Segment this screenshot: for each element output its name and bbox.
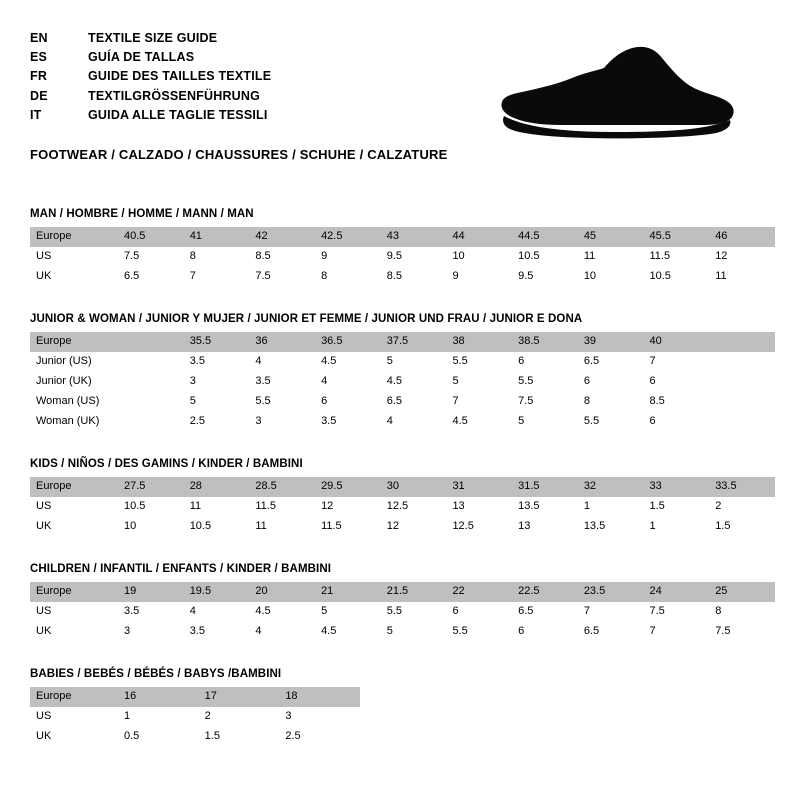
cell: 3 [249,412,315,432]
cell: 8 [709,602,775,622]
cell: 9.5 [381,247,447,267]
cell: 3.5 [184,622,250,642]
cell: 36 [249,332,315,352]
cell: 37.5 [381,332,447,352]
cell: 2 [199,707,280,727]
cell: 5.5 [446,622,512,642]
cell: 4.5 [315,352,381,372]
cell: 10.5 [644,267,710,287]
cell: 7 [644,352,710,372]
cell: 8.5 [644,392,710,412]
cell: 3 [184,372,250,392]
table-row [30,227,775,247]
row-label: Woman (UK) [30,412,118,432]
cell: 3.5 [184,352,250,372]
language-title: TEXTILGRÖSSENFÜHRUNG [88,88,261,103]
cell: 44.5 [512,227,578,247]
cell: 8 [315,267,381,287]
cell [709,372,775,392]
language-row [30,67,271,86]
cell: 12.5 [381,497,447,517]
cell [118,332,184,352]
cell: 11.5 [644,247,710,267]
cell: 11 [709,267,775,287]
section-children [30,563,770,642]
cell: 12 [381,517,447,537]
cell: 6.5 [578,352,644,372]
row-label: US [30,247,118,267]
table-row [30,477,775,497]
table-row [30,392,775,412]
cell: 39 [578,332,644,352]
cell: 11 [578,247,644,267]
cell: 31 [446,477,512,497]
cell: 1 [578,497,644,517]
cell: 6 [512,622,578,642]
cell: 33 [644,477,710,497]
cell: 21.5 [381,582,447,602]
cell: 6.5 [578,622,644,642]
cell [709,352,775,372]
cell: 5 [381,352,447,372]
cell: 8.5 [381,267,447,287]
cell: 24 [644,582,710,602]
cell: 5 [184,392,250,412]
cell: 2 [709,497,775,517]
cell: 9 [315,247,381,267]
section-title: JUNIOR & WOMAN / JUNIOR Y MUJER / JUNIOR ET FEMME / JUNIOR UND FRAU / JUNIOR E DONA [30,312,583,325]
cell: 10 [446,247,512,267]
size-table-kids [30,477,775,537]
language-code: EN [30,30,48,45]
cell: 5 [381,622,447,642]
language-code: ES [30,49,48,64]
cell: 0.5 [118,727,199,747]
cell: 5 [315,602,381,622]
row-label: Junior (UK) [30,372,118,392]
table-row [30,707,360,727]
cell: 6.5 [118,267,184,287]
cell: 3 [279,707,360,727]
cell: 1.5 [199,727,280,747]
section-junior-woman [30,313,770,432]
cell: 7.5 [249,267,315,287]
cell: 6.5 [381,392,447,412]
section-title: BABIES / BEBÉS / BÉBÉS / BABYS /BAMBINI [30,667,282,680]
cell: 11 [249,517,315,537]
row-label: Woman (US) [30,392,118,412]
cell: 5.5 [381,602,447,622]
language-title-list [30,28,271,125]
cell: 1.5 [709,517,775,537]
cell: 16 [118,687,199,707]
cell: 28.5 [249,477,315,497]
cell: 35.5 [184,332,250,352]
header [30,28,770,162]
cell: 10.5 [118,497,184,517]
cell: 3.5 [249,372,315,392]
language-row [30,106,271,125]
cell: 19.5 [184,582,250,602]
section-babies [30,668,770,747]
cell: 8.5 [249,247,315,267]
cell: 7.5 [709,622,775,642]
cell: 30 [381,477,447,497]
table-row [30,687,360,707]
cell [118,372,184,392]
row-label: UK [30,517,118,537]
cell: 45 [578,227,644,247]
cell: 12.5 [446,517,512,537]
cell: 7.5 [512,392,578,412]
cell: 3 [118,622,184,642]
size-table-children [30,582,775,642]
cell [709,332,775,352]
cell: 17 [199,687,280,707]
cell: 18 [279,687,360,707]
cell: 10.5 [512,247,578,267]
table-row [30,582,775,602]
cell: 9.5 [512,267,578,287]
cell: 25 [709,582,775,602]
cell: 23.5 [578,582,644,602]
cell: 6 [644,372,710,392]
cell: 32 [578,477,644,497]
cell [709,412,775,432]
cell: 46 [709,227,775,247]
cell: 22.5 [512,582,578,602]
cell: 13.5 [578,517,644,537]
cell: 27.5 [118,477,184,497]
row-label: US [30,602,118,622]
cell [118,412,184,432]
cell: 10.5 [184,517,250,537]
table-row [30,602,775,622]
cell: 6 [512,352,578,372]
cell: 4.5 [315,622,381,642]
language-title: TEXTILE SIZE GUIDE [88,30,218,45]
cell: 7 [446,392,512,412]
cell: 4 [249,622,315,642]
size-table-junior-woman [30,332,775,432]
section-title: KIDS / NIÑOS / DES GAMINS / KINDER / BAMBINI [30,457,303,470]
table-row [30,727,360,747]
cell: 4.5 [381,372,447,392]
cell: 5 [446,372,512,392]
cell: 6 [644,412,710,432]
table-row [30,352,775,372]
cell: 7.5 [118,247,184,267]
cell: 22 [446,582,512,602]
language-title: GUIDE DES TAILLES TEXTILE [88,69,272,84]
cell: 2.5 [279,727,360,747]
cell: 38.5 [512,332,578,352]
dress-shoe-icon [496,46,736,141]
table-row [30,332,775,352]
cell: 36.5 [315,332,381,352]
cell: 1 [118,707,199,727]
cell: 13.5 [512,497,578,517]
cell: 29.5 [315,477,381,497]
cell [118,352,184,372]
table-row [30,267,775,287]
category-line: FOOTWEAR / CALZADO / CHAUSSURES / SCHUHE / CALZATURE [30,146,448,162]
cell: 8 [578,392,644,412]
language-row [30,47,271,66]
cell [709,392,775,412]
size-table-babies [30,687,360,747]
cell: 7 [578,602,644,622]
section-title: MAN / HOMBRE / HOMME / MANN / MAN [30,207,254,220]
cell: 42 [249,227,315,247]
section-title: CHILDREN / INFANTIL / ENFANTS / KINDER / BAMBINI [30,562,332,575]
cell: 13 [446,497,512,517]
table-row [30,372,775,392]
cell: 10 [578,267,644,287]
cell: 6.5 [512,602,578,622]
cell: 40.5 [118,227,184,247]
language-code: DE [30,88,48,103]
row-label: UK [30,727,118,747]
cell: 38 [446,332,512,352]
cell: 1.5 [644,497,710,517]
cell: 33.5 [709,477,775,497]
cell: 5.5 [512,372,578,392]
cell: 6 [578,372,644,392]
cell: 4 [381,412,447,432]
cell: 11 [184,497,250,517]
cell: 28 [184,477,250,497]
cell: 11.5 [315,517,381,537]
cell: 13 [512,517,578,537]
section-kids [30,458,770,537]
table-row [30,622,775,642]
section-man [30,208,770,287]
language-title: GUIDA ALLE TAGLIE TESSILI [88,108,268,122]
row-label: UK [30,267,118,287]
cell: 7.5 [644,602,710,622]
cell: 1 [644,517,710,537]
row-label: Europe [30,477,118,497]
cell: 4 [315,372,381,392]
cell: 4.5 [446,412,512,432]
language-row [30,86,271,105]
row-label: Europe [30,582,118,602]
cell: 40 [644,332,710,352]
row-label: Europe [30,227,118,247]
cell: 5.5 [578,412,644,432]
cell: 8 [184,247,250,267]
language-code: IT [30,108,42,122]
language-row [30,28,271,47]
cell: 12 [315,497,381,517]
cell: 12 [709,247,775,267]
cell: 2.5 [184,412,250,432]
cell: 9 [446,267,512,287]
table-row [30,247,775,267]
cell: 6 [446,602,512,622]
table-row [30,497,775,517]
language-code: FR [30,69,48,84]
cell: 43 [381,227,447,247]
cell: 41 [184,227,250,247]
row-label: Junior (US) [30,352,118,372]
size-table-man [30,227,775,287]
cell: 3.5 [118,602,184,622]
cell [118,392,184,412]
cell: 42.5 [315,227,381,247]
cell: 10 [118,517,184,537]
row-label: UK [30,622,118,642]
cell: 20 [249,582,315,602]
row-label: US [30,707,118,727]
row-label: Europe [30,687,118,707]
cell: 5.5 [249,392,315,412]
cell: 7 [184,267,250,287]
row-label: US [30,497,118,517]
cell: 31.5 [512,477,578,497]
table-row [30,517,775,537]
cell: 3.5 [315,412,381,432]
cell: 45.5 [644,227,710,247]
cell: 4 [184,602,250,622]
cell: 19 [118,582,184,602]
row-label: Europe [30,332,118,352]
cell: 4 [249,352,315,372]
table-row [30,412,775,432]
cell: 5 [512,412,578,432]
cell: 5.5 [446,352,512,372]
cell: 7 [644,622,710,642]
cell: 4.5 [249,602,315,622]
cell: 6 [315,392,381,412]
cell: 11.5 [249,497,315,517]
cell: 21 [315,582,381,602]
language-title: GUÍA DE TALLAS [88,49,195,64]
cell: 44 [446,227,512,247]
